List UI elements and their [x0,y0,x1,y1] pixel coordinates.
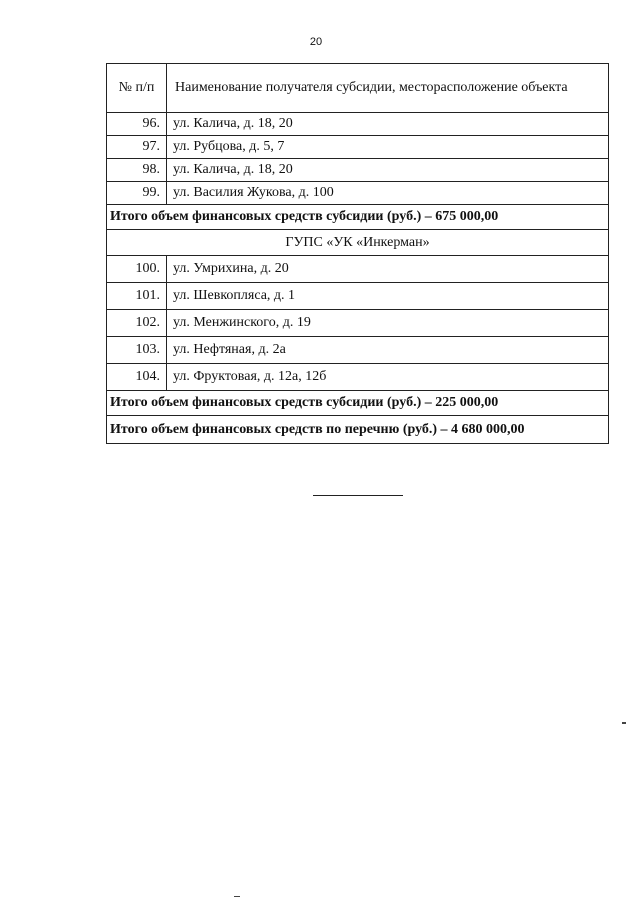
organization-name: ГУПС «УК «Инкерман» [107,230,609,256]
row-address: ул. Менжинского, д. 19 [167,310,609,337]
row-number: 102. [107,310,167,337]
group-total-row [107,391,609,416]
row-number: 104. [107,364,167,391]
header-name: Наименование получателя субсидии, месторасположение объекта [167,64,609,113]
row-address: ул. Рубцова, д. 5, 7 [167,136,609,159]
row-number: 99. [107,182,167,205]
page-number: 20 [309,36,323,48]
table-row [107,113,609,136]
row-address: ул. Нефтяная, д. 2а [167,337,609,364]
table-row [107,337,609,364]
table-row [107,310,609,337]
row-number: 97. [107,136,167,159]
table-header-row [107,64,609,113]
row-address: ул. Калича, д. 18, 20 [167,113,609,136]
end-divider-line [313,495,403,496]
table-row [107,136,609,159]
table-row [107,283,609,310]
subsidy-table [106,63,609,444]
table-row [107,159,609,182]
table-row [107,364,609,391]
group-total: Итого объем финансовых средств субсидии (руб.) – 675 000,00 [107,205,609,230]
row-number: 100. [107,256,167,283]
row-number: 98. [107,159,167,182]
scan-speck [622,722,626,724]
row-address: ул. Фруктовая, д. 12а, 12б [167,364,609,391]
grand-total-row [107,416,609,444]
row-address: ул. Калича, д. 18, 20 [167,159,609,182]
row-address: ул. Умрихина, д. 20 [167,256,609,283]
row-address: ул. Шевкопляса, д. 1 [167,283,609,310]
table-row [107,182,609,205]
row-number: 96. [107,113,167,136]
group-total: Итого объем финансовых средств субсидии (руб.) – 225 000,00 [107,391,609,416]
scan-speck [234,896,240,897]
row-number: 103. [107,337,167,364]
organization-row [107,230,609,256]
row-number: 101. [107,283,167,310]
row-address: ул. Василия Жукова, д. 100 [167,182,609,205]
grand-total: Итого объем финансовых средств по перечню (руб.) – 4 680 000,00 [107,416,609,444]
header-number: № п/п [107,64,167,113]
group-total-row [107,205,609,230]
table-row [107,256,609,283]
